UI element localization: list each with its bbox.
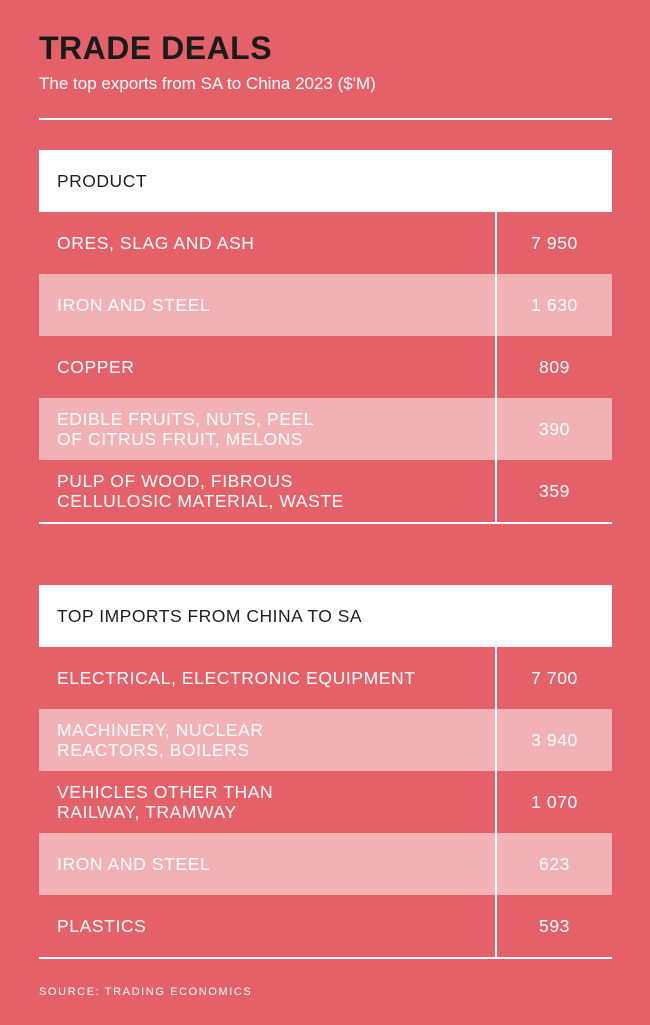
- import-value-label: 7 700: [531, 667, 578, 688]
- import-value-label: 3 940: [531, 729, 578, 750]
- import-product-label: VEHICLES OTHER THAN RAILWAY, TRAMWAY: [39, 771, 497, 833]
- export-product-label: ORES, SLAG AND ASH: [39, 212, 497, 274]
- export-row: [39, 274, 612, 336]
- imports-table-bottom-rule: [39, 957, 612, 959]
- export-product-label: PULP OF WOOD, FIBROUS CELLULOSIC MATERIAL, WASTE: [39, 460, 497, 522]
- export-product-label: EDIBLE FRUITS, NUTS, PEEL OF CITRUS FRUIT, MELONS: [39, 398, 497, 460]
- import-product-label: PLASTICS: [39, 895, 497, 957]
- source-note: SOURCE: TRADING ECONOMICS: [39, 986, 253, 998]
- import-value-label: 1 070: [531, 791, 578, 812]
- import-row: [39, 895, 612, 957]
- export-row: [39, 460, 612, 522]
- imports-table-body: [39, 647, 612, 957]
- page-title: TRADE DEALS: [39, 30, 273, 66]
- import-value-label: 623: [539, 853, 570, 874]
- title-divider: [39, 118, 612, 120]
- import-product-label: MACHINERY, NUCLEAR REACTORS, BOILERS: [39, 709, 497, 771]
- import-row: [39, 833, 612, 895]
- export-product-label: COPPER: [39, 336, 497, 398]
- exports-table-header: PRODUCT: [39, 150, 612, 212]
- export-value-label: 7 950: [531, 232, 578, 253]
- export-row: [39, 336, 612, 398]
- import-product-label: IRON AND STEEL: [39, 833, 497, 895]
- exports-table-bottom-rule: [39, 522, 612, 524]
- export-product-label: IRON AND STEEL: [39, 274, 497, 336]
- export-row: [39, 212, 612, 274]
- export-value-label: 809: [539, 356, 570, 377]
- exports-table: [39, 150, 612, 524]
- import-row: [39, 647, 612, 709]
- import-product-label: ELECTRICAL, ELECTRONIC EQUIPMENT: [39, 647, 497, 709]
- export-row: [39, 398, 612, 460]
- imports-table-header: TOP IMPORTS FROM CHINA TO SA: [39, 585, 612, 647]
- import-value-label: 593: [539, 915, 570, 936]
- export-value-label: 1 630: [531, 294, 578, 315]
- export-value-label: 390: [539, 418, 570, 439]
- imports-table: [39, 585, 612, 959]
- exports-table-body: [39, 212, 612, 522]
- import-row: [39, 709, 612, 771]
- export-value-label: 359: [539, 480, 570, 501]
- page-subtitle: The top exports from SA to China 2023 ($'M): [39, 74, 376, 93]
- import-row: [39, 771, 612, 833]
